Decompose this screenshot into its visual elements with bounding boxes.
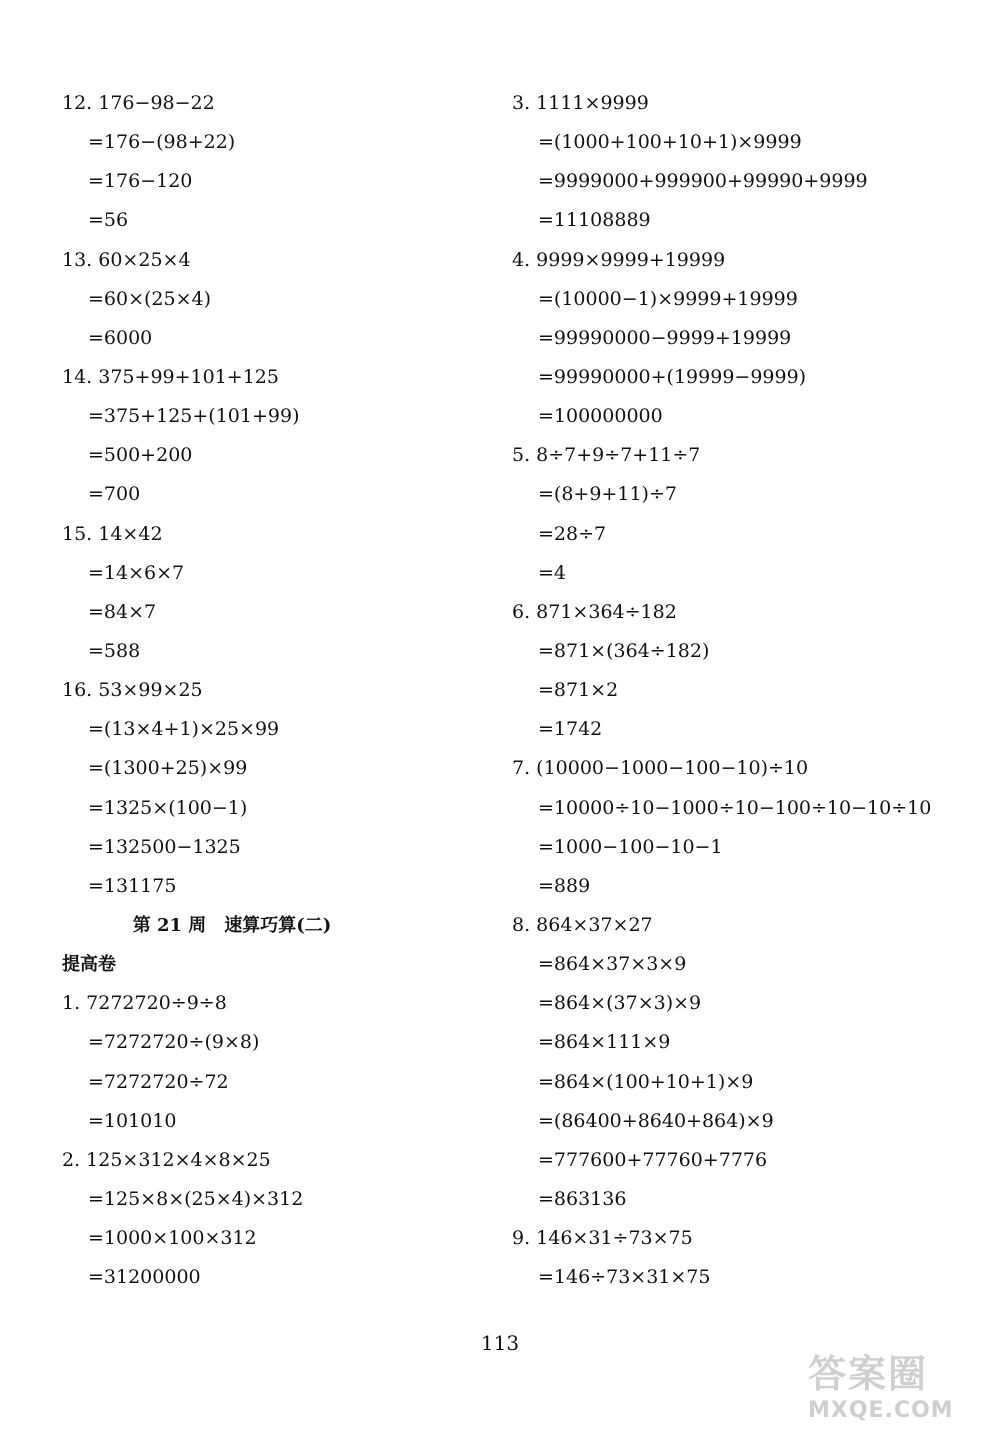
solution-step: =101010 (88, 1109, 177, 1132)
solution-step: =9999000+999900+99990+9999 (538, 170, 868, 193)
solution-step: =56 (88, 209, 129, 232)
problem-line: 7. (10000−1000−100−10)÷10 (512, 757, 809, 780)
page-number: 113 (480, 1331, 520, 1355)
solution-step: =(8+9+11)÷7 (538, 483, 677, 506)
section-label: 提高卷 (62, 954, 116, 976)
solution-step: =375+125+(101+99) (88, 405, 300, 428)
solution-step: =588 (88, 639, 141, 662)
left-column (62, 84, 462, 1297)
solution-step: =863136 (538, 1187, 627, 1210)
solution-step: =1000−100−10−1 (538, 835, 723, 858)
solution-step: =100000000 (538, 405, 663, 428)
solution-step: =864×(37×3)×9 (538, 992, 702, 1015)
problem-line: 14. 375+99+101+125 (62, 365, 279, 388)
solution-step: =7272720÷72 (88, 1070, 229, 1093)
solution-step: =864×(100+10+1)×9 (538, 1070, 754, 1093)
solution-step: =31200000 (88, 1266, 201, 1289)
problem-line: 13. 60×25×4 (62, 248, 191, 271)
solution-step: =1325×(100−1) (88, 796, 248, 819)
solution-step: =176−120 (88, 170, 193, 193)
problem-line: 15. 14×42 (62, 522, 163, 545)
watermark-text: 答案圈 (808, 1352, 929, 1396)
problem-line: 4. 9999×9999+19999 (512, 248, 726, 271)
solution-step: =889 (538, 874, 591, 897)
right-column (512, 84, 982, 1297)
solution-step: =4 (538, 561, 567, 584)
problem-line: 12. 176−98−22 (62, 92, 215, 114)
solution-step: =176−(98+22) (88, 131, 236, 154)
problem-line: 9. 146×31÷73×75 (512, 1227, 693, 1250)
problem-line: 1. 7272720÷9÷8 (62, 992, 227, 1015)
solution-step: =60×(25×4) (88, 287, 212, 310)
solution-step: =777600+77760+7776 (538, 1148, 768, 1171)
solution-step: =(1300+25)×99 (88, 757, 248, 780)
watermark-url: MXQE.COM (808, 1398, 954, 1423)
solution-step: =(13×4+1)×25×99 (88, 718, 280, 741)
solution-step: =871×(364÷182) (538, 639, 710, 662)
solution-step: =1742 (538, 718, 603, 741)
solution-step: =6000 (88, 326, 153, 349)
solution-step: =864×111×9 (538, 1031, 671, 1054)
solution-step: =146÷73×31×75 (538, 1266, 711, 1289)
solution-step: =131175 (88, 874, 177, 897)
solution-step: =(10000−1)×9999+19999 (538, 287, 798, 310)
solution-step: =700 (88, 483, 141, 506)
solution-step: =99990000+(19999−9999) (538, 365, 807, 388)
solution-step: =99990000−9999+19999 (538, 326, 792, 349)
problem-line: 2. 125×312×4×8×25 (62, 1148, 271, 1171)
solution-step: =28÷7 (538, 522, 607, 545)
solution-step: =14×6×7 (88, 561, 185, 584)
problem-line: 6. 871×364÷182 (512, 600, 677, 623)
solution-step: =871×2 (538, 679, 619, 702)
solution-step: =(86400+8640+864)×9 (538, 1109, 774, 1132)
solution-step: =500+200 (88, 444, 193, 467)
solution-step: =84×7 (88, 600, 157, 623)
solution-step: =132500−1325 (88, 835, 241, 858)
watermark-logo (808, 1352, 986, 1436)
solution-step: =10000÷10−1000÷10−100÷10−10÷10 (538, 796, 932, 819)
solution-step: =1000×100×312 (88, 1227, 257, 1250)
problem-line: 5. 8÷7+9÷7+11÷7 (512, 444, 701, 467)
solution-step: =125×8×(25×4)×312 (88, 1187, 304, 1210)
solution-step: =11108889 (538, 209, 651, 232)
solution-step: =7272720÷(9×8) (88, 1031, 260, 1054)
problem-line: 3. 1111×9999 (512, 92, 649, 114)
week-heading: 第 21 周 速算巧算(二) (132, 914, 332, 936)
solution-step: =(1000+100+10+1)×9999 (538, 131, 802, 154)
solution-step: =864×37×3×9 (538, 953, 687, 976)
problem-line: 16. 53×99×25 (62, 679, 203, 702)
problem-line: 8. 864×37×27 (512, 913, 653, 936)
